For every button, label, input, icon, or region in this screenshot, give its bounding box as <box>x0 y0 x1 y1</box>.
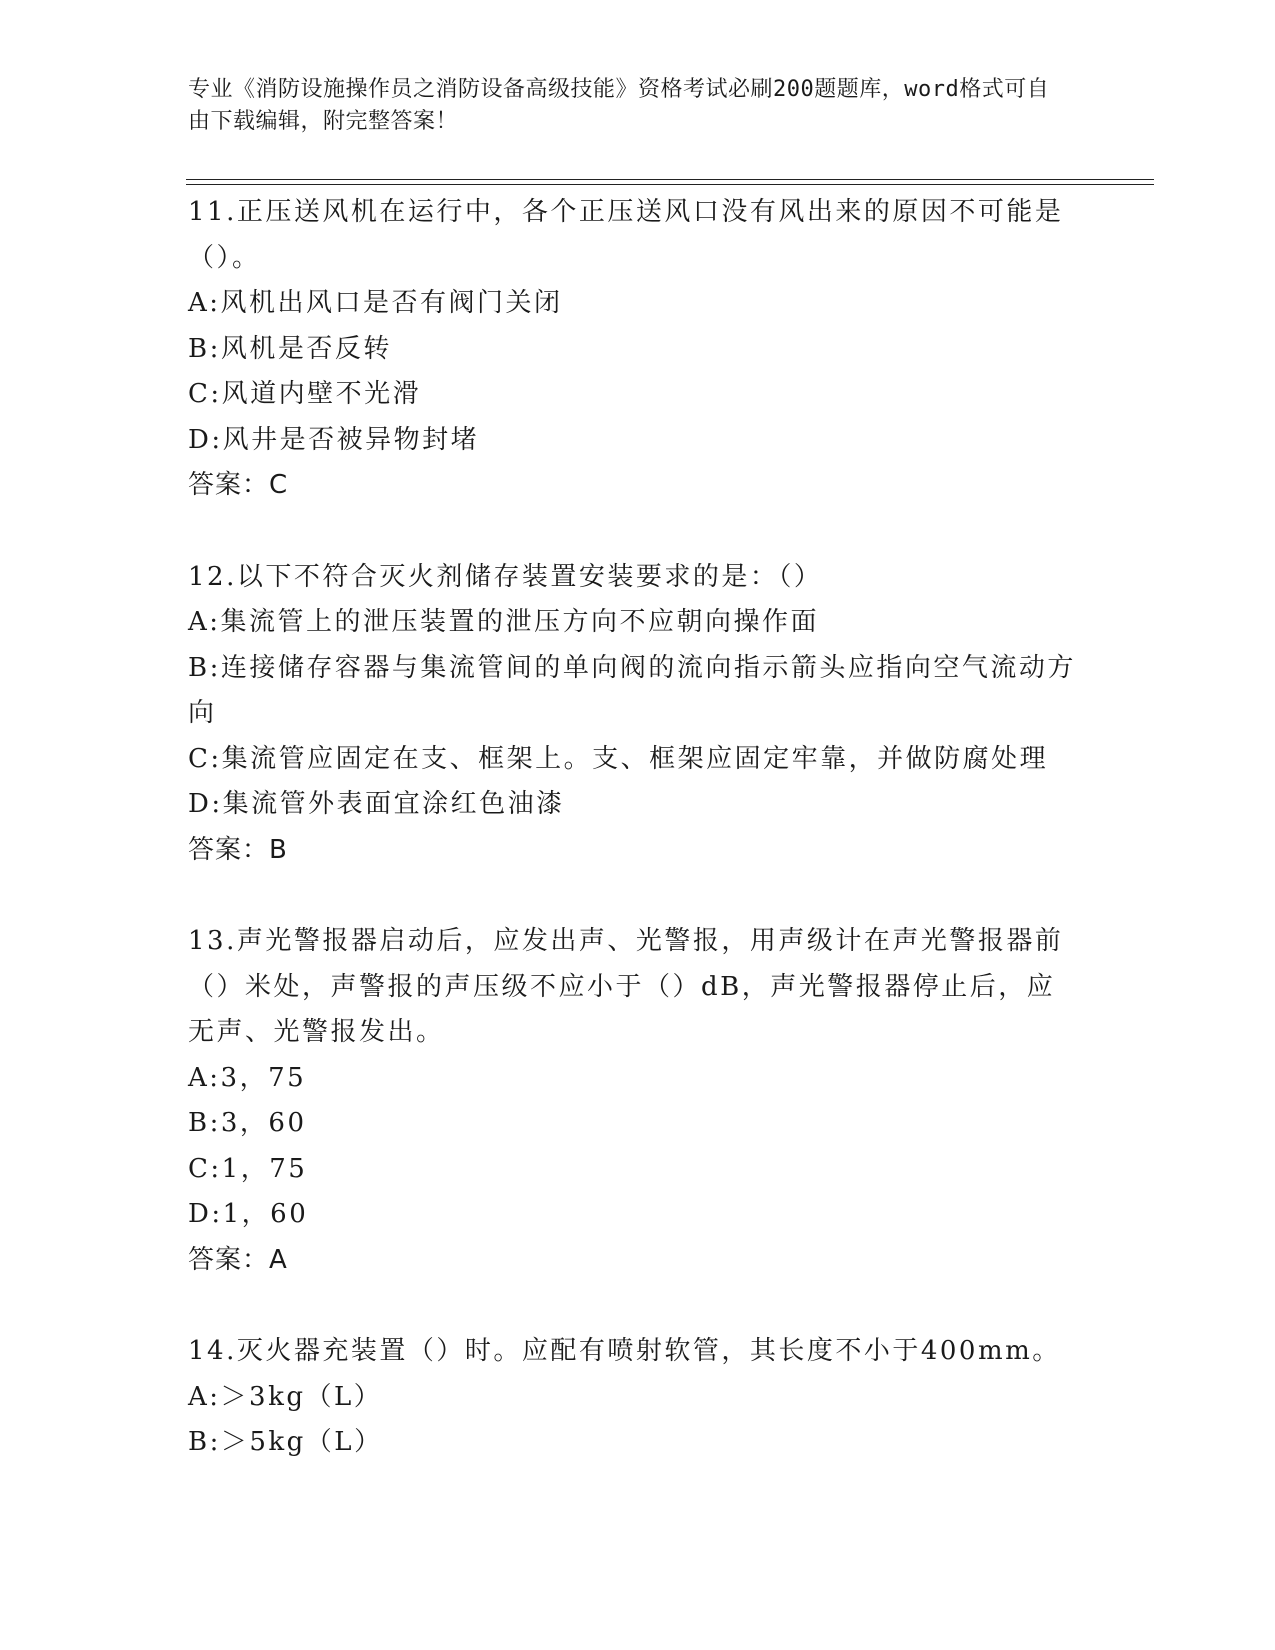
option-a: A:风机出风口是否有阀门关闭 <box>188 288 563 318</box>
option-d: D:1，60 <box>188 1199 309 1229</box>
option-a: A:集流管上的泄压装置的泄压方向不应朝向操作面 <box>188 607 820 637</box>
answer: 答案：A <box>188 1244 288 1275</box>
question-stem: 11.正压送风机在运行中，各个正压送风口没有风出来的原因不可能是（）。 <box>188 197 1064 273</box>
question-stem: 13.声光警报器启动后，应发出声、光警报，用声级计在声光警报器前（）米处，声警报的声压级不应小于（）dB，声光警报器停止后，应无声、光警报发出。 <box>188 926 1064 1047</box>
question-13 <box>188 919 1078 1283</box>
answer: 答案：C <box>188 470 289 500</box>
header-rule-bottom <box>186 184 1154 185</box>
option-c: C:集流管应固定在支、框架上。支、框架应固定牢靠，并做防腐处理 <box>188 743 1049 774</box>
option-a: A:3，75 <box>188 1062 307 1093</box>
option-c: C:风道内壁不光滑 <box>188 379 422 409</box>
option-d: D:集流管外表面宜涂红色油漆 <box>188 789 565 819</box>
option-c: C:1，75 <box>188 1153 308 1184</box>
option-b: B:＞5kg（L） <box>188 1427 383 1457</box>
question-14 <box>188 1329 1078 1466</box>
option-a: A:＞3kg（L） <box>188 1381 383 1412</box>
option-b: B:连接储存容器与集流管间的单向阀的流向指示箭头应指向空气流动方向 <box>188 652 1076 728</box>
option-d: D:风井是否被异物封堵 <box>188 424 480 455</box>
header-rule-top <box>186 179 1154 180</box>
option-b: B:3，60 <box>188 1108 307 1138</box>
question-12 <box>188 555 1078 874</box>
question-stem: 12.以下不符合灭火剂储存装置安装要求的是：（） <box>188 561 823 592</box>
option-b: B:风机是否反转 <box>188 333 392 364</box>
document-header: 专业《消防设施操作员之消防设备高级技能》资格考试必刷200题题库，word格式可自由下载编辑，附完整答案！ <box>188 77 1050 134</box>
question-list <box>188 190 1078 1466</box>
answer: 答案：B <box>188 834 288 865</box>
question-stem: 14.灭火器充装置（）时。应配有喷射软管，其长度不小于400mm。 <box>188 1336 1061 1366</box>
question-11 <box>188 190 1078 509</box>
